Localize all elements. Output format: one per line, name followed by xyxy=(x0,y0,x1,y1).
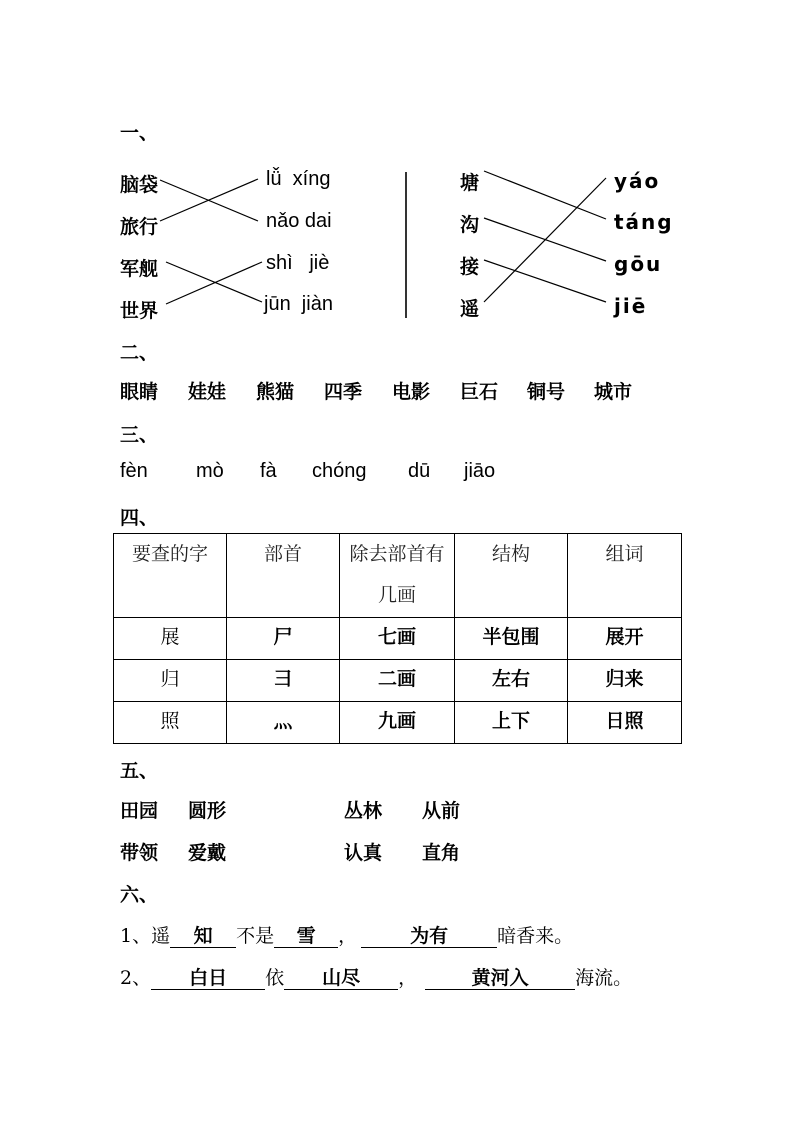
match-line-tang xyxy=(484,171,606,219)
section-1-heading: 一、 xyxy=(120,122,159,144)
s5-word-4: 从前 xyxy=(422,800,461,822)
poem-2-text-3: 海流。 xyxy=(575,967,633,989)
poem-2-blank-2: 山尽 xyxy=(284,967,398,990)
match-right-pinyin-1: yáo xyxy=(614,169,661,193)
table-cell: 上下 xyxy=(455,702,568,744)
poem-line-2 xyxy=(120,963,632,990)
table-cell: 七画 xyxy=(340,618,455,660)
poem-1-text-2: ， xyxy=(338,925,358,947)
poem-1-number: 1、遥 xyxy=(120,925,171,947)
match-left-word-2: 旅行 xyxy=(120,216,159,238)
poem-2-blank-3: 黄河入 xyxy=(425,967,575,990)
s2-word-5: 电影 xyxy=(392,381,431,403)
poem-1-blank-3: 为有 xyxy=(361,925,497,948)
poem-1-blank-1: 知 xyxy=(170,925,236,948)
match-right-char-4: 遥 xyxy=(460,298,480,320)
section-3-heading: 三、 xyxy=(120,424,159,446)
table-header-cell: 要查的字 xyxy=(114,534,227,618)
table-cell: 展开 xyxy=(568,618,682,660)
dictionary-table xyxy=(113,533,682,744)
poem-1-text-1: 不是 xyxy=(236,925,275,947)
s5-word-2: 圆形 xyxy=(188,800,227,822)
table-cell: 灬 xyxy=(227,702,340,744)
s2-word-8: 城市 xyxy=(594,381,633,403)
section-6-heading: 六、 xyxy=(120,884,159,906)
match-left-word-3: 军舰 xyxy=(120,258,159,280)
match-right-char-2: 沟 xyxy=(460,214,480,236)
s5-word-7: 认真 xyxy=(344,842,383,864)
s5-word-5: 带领 xyxy=(120,842,159,864)
s3-pinyin-1: fèn xyxy=(120,460,148,482)
s2-word-4: 四季 xyxy=(324,381,363,403)
poem-line-1 xyxy=(120,921,573,948)
match-right-pinyin-2: táng xyxy=(614,210,674,234)
s3-pinyin-5: dū xyxy=(408,460,431,482)
poem-2-blank-1: 白日 xyxy=(151,967,265,990)
section-4-heading: 四、 xyxy=(120,507,159,529)
match-right-pinyin-3: gōu xyxy=(614,252,663,276)
match-left-word-1: 脑袋 xyxy=(120,174,159,196)
section-5-heading: 五、 xyxy=(120,760,159,782)
table-cell: 左右 xyxy=(455,660,568,702)
table-header-cell: 组词 xyxy=(568,534,682,618)
table-row xyxy=(114,702,682,744)
s5-word-3: 丛林 xyxy=(344,800,383,822)
s2-word-6: 巨石 xyxy=(460,381,499,403)
table-row xyxy=(114,618,682,660)
match-left-pinyin-3: shì jiè xyxy=(266,252,330,274)
table-header-cell: 结构 xyxy=(455,534,568,618)
poem-1-blank-2: 雪 xyxy=(274,925,338,948)
match-left-pinyin-4: jūn jiàn xyxy=(264,293,333,315)
match-left-word-4: 世界 xyxy=(120,300,159,322)
table-row xyxy=(114,660,682,702)
table-cell: 日照 xyxy=(568,702,682,744)
table-header-cell: 除去部首有几画 xyxy=(340,534,455,618)
match-line-yao xyxy=(484,178,606,302)
table-cell: 九画 xyxy=(340,702,455,744)
table-header-row xyxy=(114,534,682,618)
poem-2-text-2: ， xyxy=(398,967,418,989)
s3-pinyin-2: mò xyxy=(196,460,224,482)
s2-word-2: 娃娃 xyxy=(188,381,227,403)
match-right-char-1: 塘 xyxy=(460,172,480,194)
table-cell: 半包围 xyxy=(455,618,568,660)
poem-2-text-1: 依 xyxy=(265,967,285,989)
match-left-pinyin-1: lǚ xíng xyxy=(266,168,331,190)
section-2-heading: 二、 xyxy=(120,342,159,364)
table-cell: 二画 xyxy=(340,660,455,702)
poem-2-number: 2、 xyxy=(120,967,152,989)
table-cell: 展 xyxy=(114,618,227,660)
s2-word-7: 铜号 xyxy=(527,381,566,403)
s3-pinyin-6: jiāo xyxy=(464,460,496,482)
table-cell: 照 xyxy=(114,702,227,744)
match-right-char-3: 接 xyxy=(460,256,480,278)
s2-word-3: 熊猫 xyxy=(256,381,295,403)
table-header-cell: 部首 xyxy=(227,534,340,618)
s5-word-1: 田园 xyxy=(120,800,159,822)
match-left-pinyin-2: nǎo dai xyxy=(266,210,332,232)
s5-word-6: 爱戴 xyxy=(188,842,227,864)
match-line-jie xyxy=(484,260,606,302)
table-cell: 彐 xyxy=(227,660,340,702)
table-cell: 归来 xyxy=(568,660,682,702)
match-right-pinyin-4: jiē xyxy=(614,294,648,318)
s3-pinyin-4: chóng xyxy=(312,460,367,482)
table-cell: 尸 xyxy=(227,618,340,660)
s3-pinyin-3: fà xyxy=(260,460,277,482)
s2-word-1: 眼睛 xyxy=(120,381,159,403)
poem-1-text-3: 暗香来。 xyxy=(497,925,574,947)
table-cell: 归 xyxy=(114,660,227,702)
s5-word-8: 直角 xyxy=(422,842,461,864)
